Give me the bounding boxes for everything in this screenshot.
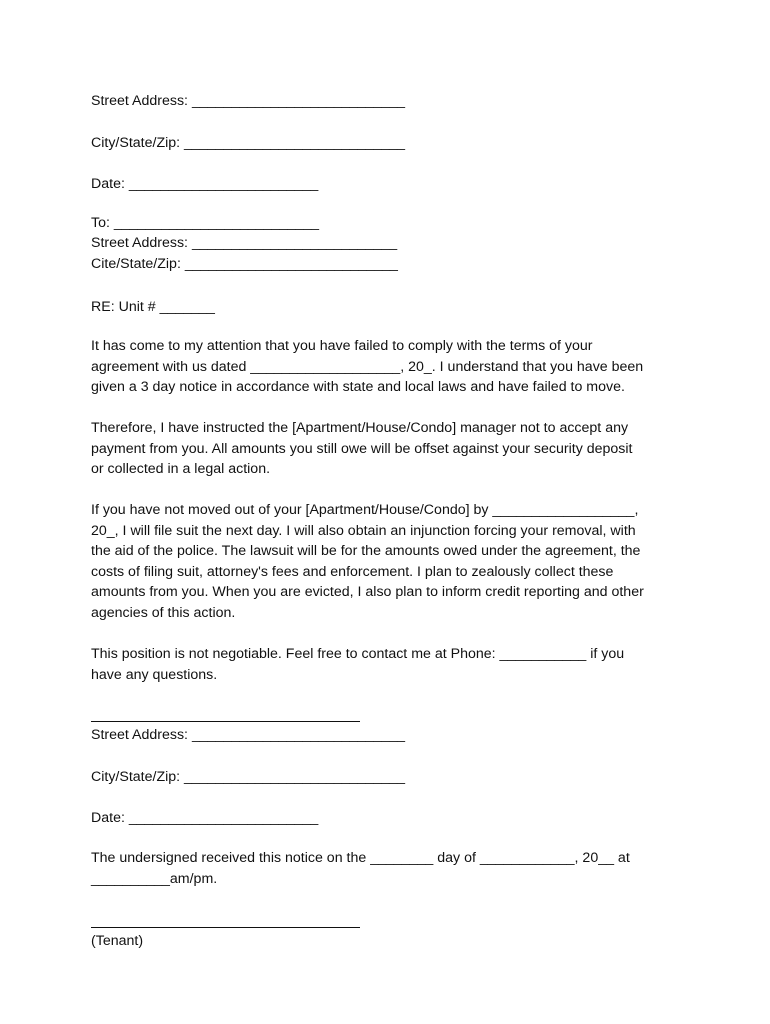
paragraph-line: have any questions. <box>91 666 218 683</box>
recipient-to-field: To: __________________________ <box>91 215 320 231</box>
paragraph-payment-refusal <box>91 418 691 480</box>
sender-city-field: City/State/Zip: ____________________________ <box>91 135 405 151</box>
paragraph-line: amounts from you. When you are evicted, I also plan to inform credit reporting and other <box>91 584 644 601</box>
recipient-street-field: Street Address: __________________________ <box>91 235 398 251</box>
paragraph-noncompliance <box>91 336 691 398</box>
paragraph-line: It has come to my attention that you have failed to comply with the terms of your <box>91 338 593 354</box>
paragraph-lawsuit-warning <box>91 500 691 624</box>
paragraph-line: the aid of the police. The lawsuit will be for the amounts owed under the agreement, the <box>91 543 641 560</box>
paragraph-line: __________am/pm. <box>91 870 218 887</box>
paragraph-line: This position is not negotiable. Feel free to contact me at Phone: ___________ if you <box>91 646 625 662</box>
paragraph-line: costs of filing suit, attorney's fees and enforcement. I plan to zealously collect these <box>91 563 614 580</box>
paragraph-contact <box>91 644 691 685</box>
paragraph-line: or collected in a legal action. <box>91 461 271 478</box>
paragraph-line: 20_, I will file suit the next day. I will also obtain an injunction forcing your removal, with <box>91 522 636 539</box>
tenant-label: (Tenant) <box>91 933 144 949</box>
recipient-city-field: Cite/State/Zip: ___________________________ <box>91 256 398 272</box>
landlord-date-field: Date: ________________________ <box>91 810 319 826</box>
re-unit-line: RE: Unit # _______ <box>91 299 215 315</box>
paragraph-line: given a 3 day notice in accordance with state and local laws and have failed to move. <box>91 379 625 396</box>
letter-date-field: Date: ________________________ <box>91 176 319 192</box>
landlord-city-field: City/State/Zip: ____________________________ <box>91 769 405 785</box>
tenant-signature-line <box>91 927 360 928</box>
landlord-signature-line <box>91 721 360 722</box>
paragraph-line: agencies of this action. <box>91 604 236 621</box>
sender-street-field: Street Address: ___________________________ <box>91 93 405 109</box>
paragraph-line: agreement with us dated ___________________, 20_. I understand that you have been <box>91 358 644 375</box>
landlord-street-field: Street Address: ___________________________ <box>91 727 405 743</box>
paragraph-line: The undersigned received this notice on the ________ day of ____________, 20__ at <box>91 850 630 866</box>
paragraph-line: Therefore, I have instructed the [Apartment/House/Condo] manager not to accept any <box>91 420 629 436</box>
paragraph-line: payment from you. All amounts you still owe will be offset against your security deposit <box>91 440 633 457</box>
receipt-paragraph <box>91 848 691 889</box>
paragraph-line: If you have not moved out of your [Apartment/House/Condo] by __________________, <box>91 502 639 518</box>
